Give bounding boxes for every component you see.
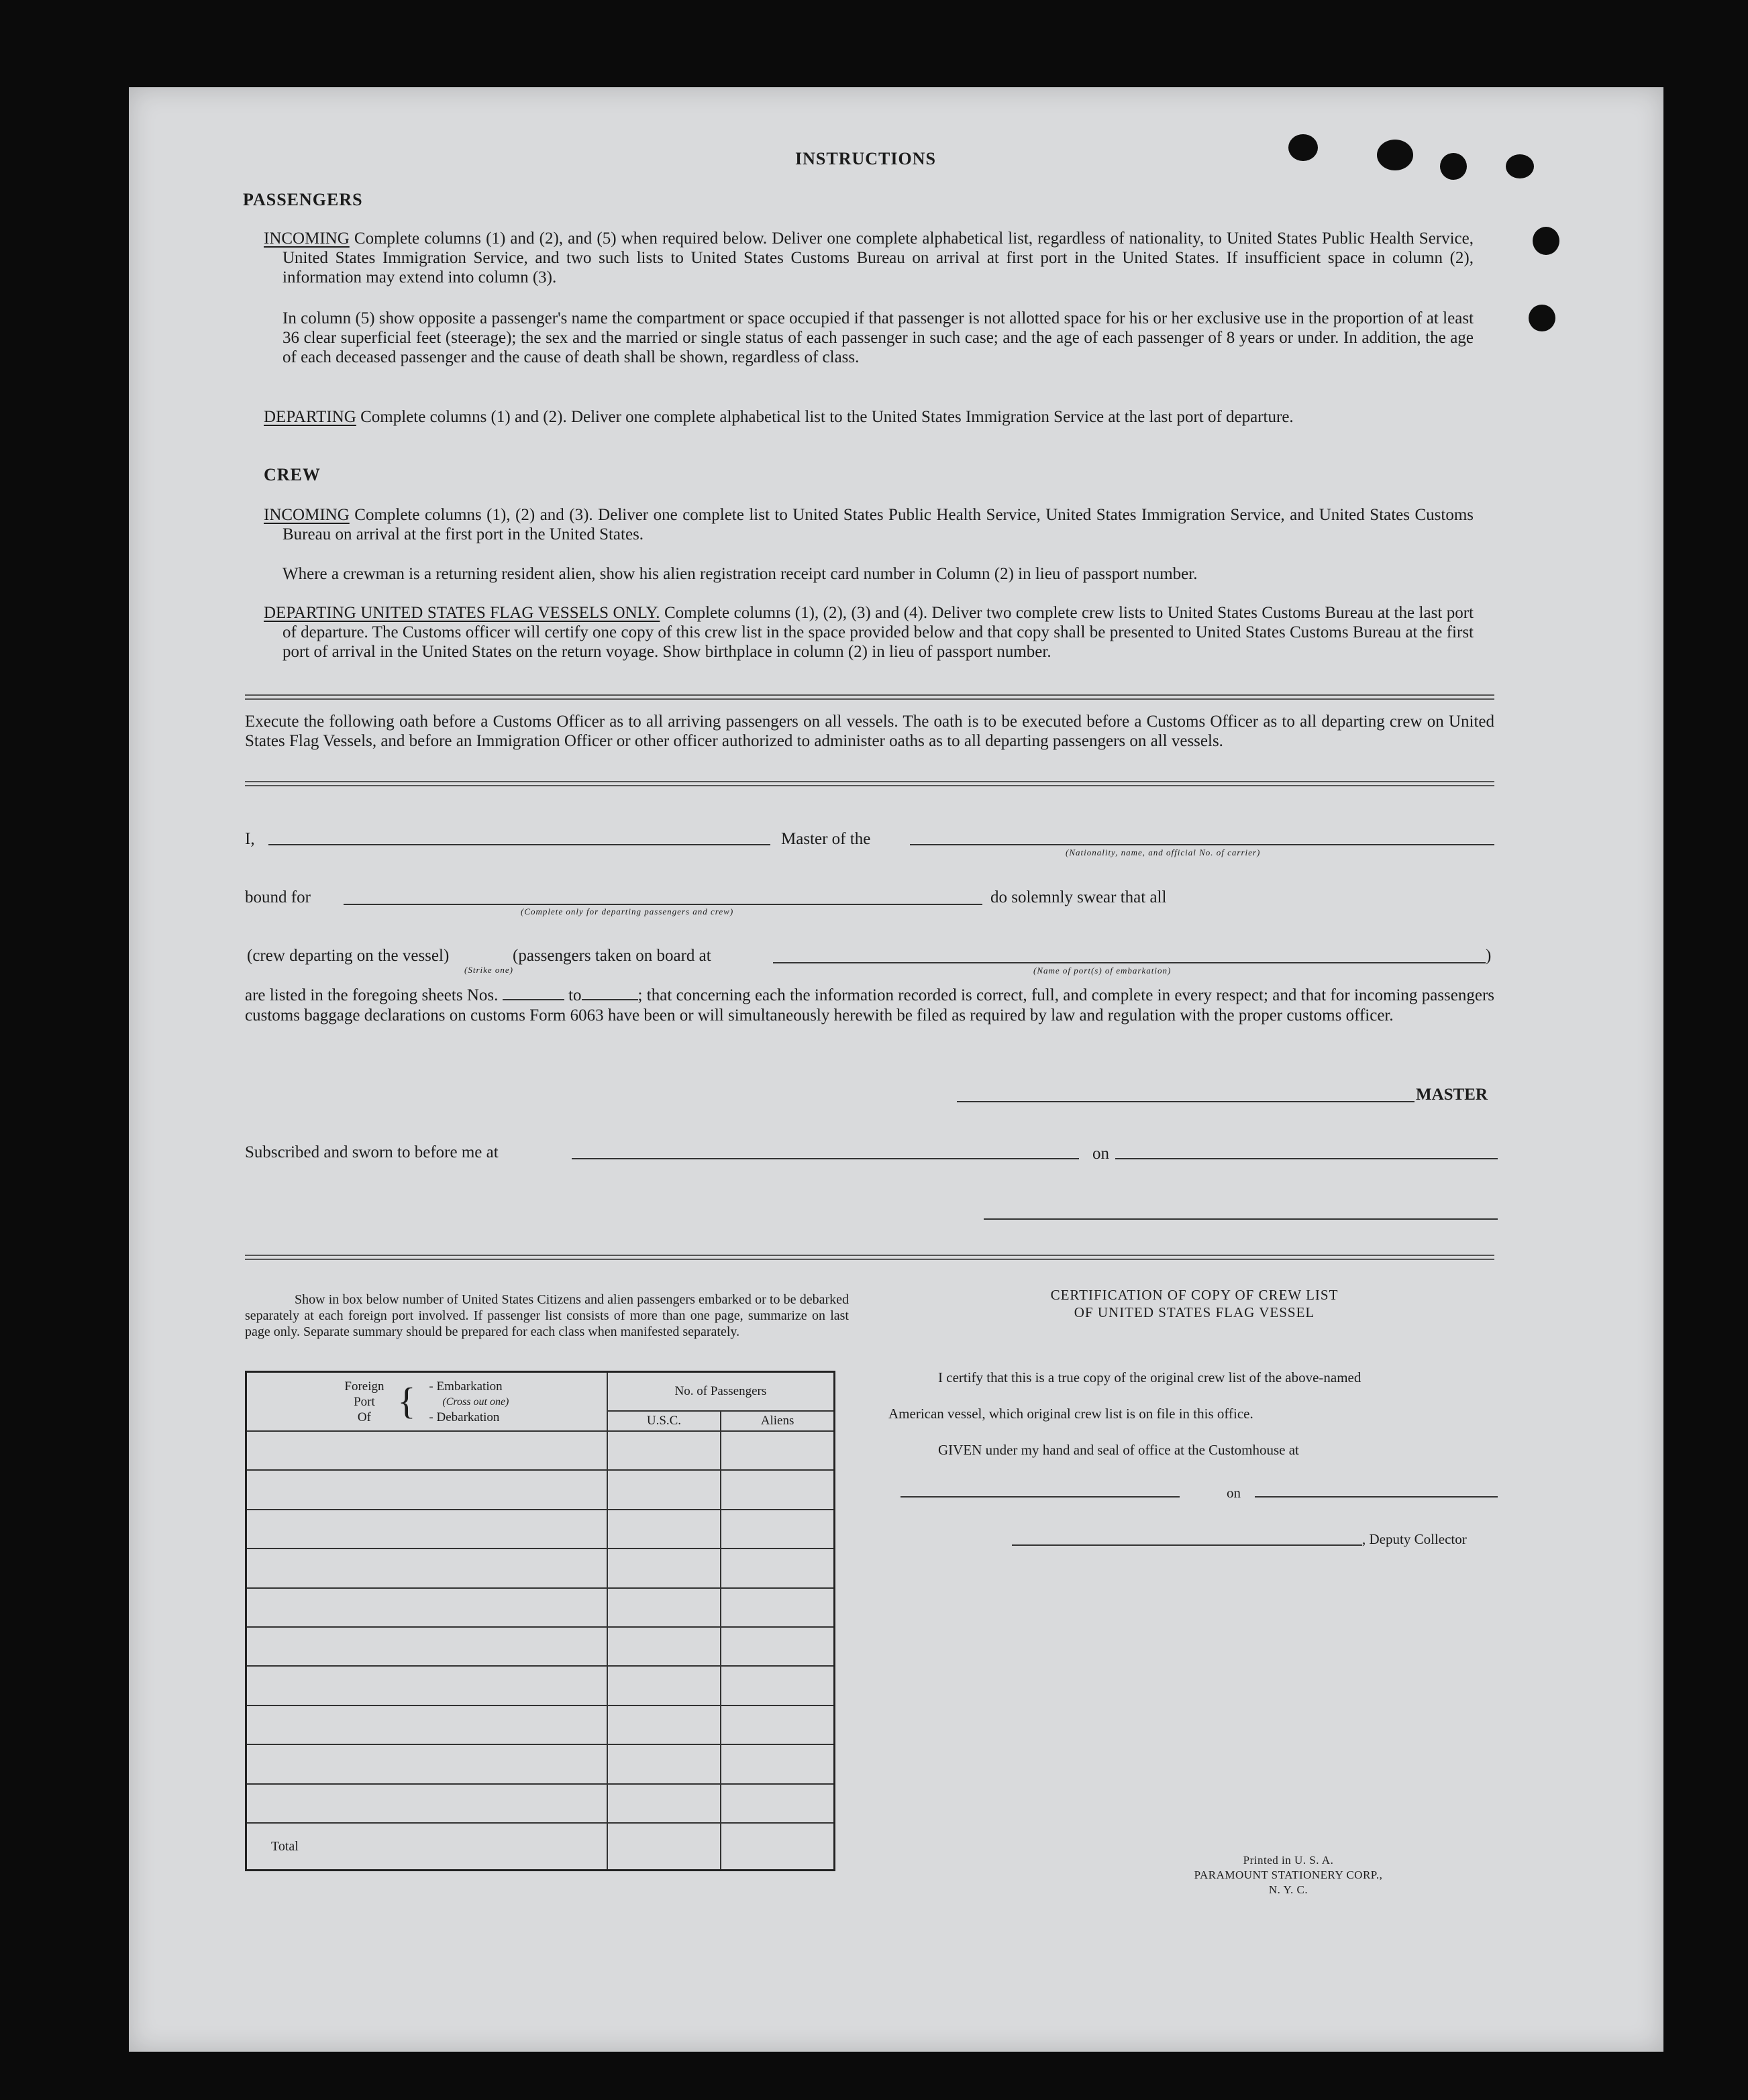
aliens-cell[interactable] bbox=[721, 1744, 834, 1783]
crew-incoming-paragraph bbox=[264, 505, 1474, 544]
passengers-incoming-paragraph bbox=[264, 229, 1474, 287]
bound-for-label: bound for bbox=[245, 888, 311, 906]
port-cell[interactable] bbox=[246, 1548, 607, 1587]
passengers-departing-paragraph bbox=[264, 407, 1474, 427]
section-divider bbox=[245, 694, 1494, 700]
brace-symbol: { bbox=[397, 1381, 416, 1423]
aliens-cell[interactable] bbox=[721, 1784, 834, 1823]
crew-flag-text: Complete columns (1), (2), (3) and (4). Deliver two complete crew lists to United States Customs Bureau at the last port of departure. The Customs officer will certify one copy of this crew list in the space provided below and that copy shall be presented to United States Customs Bureau at the first port of arrival in the United States on the return voyage. Show birthplace in column (2) in lieu of passport number. bbox=[282, 604, 1474, 661]
certification-title-line1: CERTIFICATION OF COPY OF CREW LIST bbox=[1050, 1287, 1339, 1303]
passengers-taken-option[interactable]: (passengers taken on board at bbox=[513, 947, 711, 965]
foreign-port-header bbox=[246, 1372, 607, 1432]
table-row bbox=[246, 1627, 835, 1666]
no-of-passengers-header: No. of Passengers bbox=[607, 1372, 835, 1411]
certification-title-line2: OF UNITED STATES FLAG VESSEL bbox=[1074, 1304, 1315, 1320]
crew-flag-lead: DEPARTING UNITED STATES FLAG VESSELS ONLY. bbox=[264, 604, 660, 622]
table-row bbox=[246, 1510, 835, 1548]
usc-cell[interactable] bbox=[607, 1744, 721, 1783]
crew-incoming-lead: INCOMING bbox=[264, 506, 350, 524]
total-aliens-cell[interactable] bbox=[721, 1823, 834, 1871]
ink-blot bbox=[1377, 140, 1413, 170]
table-row bbox=[246, 1548, 835, 1587]
passengers-incoming-lead: INCOMING bbox=[264, 229, 350, 248]
table-row bbox=[246, 1705, 835, 1744]
certification-title bbox=[919, 1286, 1470, 1321]
port-cell[interactable] bbox=[246, 1588, 607, 1627]
strike-one-caption: (Strike one) bbox=[464, 965, 514, 975]
bound-for-caption: (Complete only for departing passengers and crew) bbox=[521, 906, 734, 916]
printer-line2: PARAMOUNT STATIONERY CORP., N. Y. C. bbox=[1194, 1869, 1383, 1896]
table-row bbox=[246, 1666, 835, 1705]
port-cell[interactable] bbox=[246, 1666, 607, 1705]
passengers-departing-lead: DEPARTING bbox=[264, 408, 356, 426]
table-row bbox=[246, 1784, 835, 1823]
embarkation-option: - Embarkation bbox=[429, 1379, 503, 1394]
usc-cell[interactable] bbox=[607, 1784, 721, 1823]
master-of-the-label: Master of the bbox=[781, 830, 871, 848]
aliens-cell[interactable] bbox=[721, 1510, 834, 1548]
debarkation-option: - Debarkation bbox=[429, 1410, 500, 1424]
usc-cell[interactable] bbox=[607, 1548, 721, 1587]
port-label: Port bbox=[354, 1394, 375, 1409]
table-row bbox=[246, 1470, 835, 1509]
port-cell[interactable] bbox=[246, 1705, 607, 1744]
sworn-date-field[interactable] bbox=[1115, 1158, 1498, 1159]
aliens-cell[interactable] bbox=[721, 1470, 834, 1509]
passengers-incoming-text: Complete columns (1) and (2), and (5) when required below. Deliver one complete alphabetical list, regardless of nationality, to United States Public Health Service, United States Immigration Service, and two such lists to United States Customs Bureau on arrival at first port in the United States. If insufficient space in column (2), information may extend into column (3). bbox=[282, 229, 1474, 286]
usc-cell[interactable] bbox=[607, 1431, 721, 1470]
deputy-signature-field[interactable] bbox=[1012, 1544, 1362, 1546]
crew-departing-option[interactable]: (crew departing on the vessel) bbox=[247, 947, 450, 965]
sworn-on-label: on bbox=[1092, 1145, 1109, 1163]
page-title: INSTRUCTIONS bbox=[795, 149, 936, 168]
table-row bbox=[246, 1431, 835, 1470]
certify-line2: American vessel, which original crew list is on file in this office. bbox=[888, 1406, 1253, 1422]
sheets-paragraph bbox=[245, 986, 1494, 1026]
of-label: Of bbox=[357, 1410, 371, 1424]
sheets-to-field[interactable] bbox=[582, 987, 638, 1000]
sheets-to-label: to bbox=[568, 986, 582, 1004]
solemnly-swear-label: do solemnly swear that all bbox=[990, 888, 1167, 906]
usc-cell[interactable] bbox=[607, 1705, 721, 1744]
master-label: MASTER bbox=[1416, 1086, 1488, 1104]
port-cell[interactable] bbox=[246, 1627, 607, 1666]
subscribed-label: Subscribed and sworn to before me at bbox=[245, 1143, 499, 1161]
execute-oath-paragraph: Execute the following oath before a Customs Officer as to all arriving passengers on all vessels. The oath is to be executed before a Customs Officer as to all departing crew on United States Flag Vessels, and before an Immigration Officer or other officer authorized to administer oaths as to all departing passengers on all vessels. bbox=[245, 713, 1494, 750]
port-cell[interactable] bbox=[246, 1510, 607, 1548]
oath-i-label: I, bbox=[245, 830, 255, 848]
aliens-cell[interactable] bbox=[721, 1548, 834, 1587]
embarkation-ports-caption: (Name of port(s) of embarkation) bbox=[1033, 965, 1172, 976]
sheets-label: are listed in the foregoing sheets Nos. bbox=[245, 986, 499, 1004]
port-cell[interactable] bbox=[246, 1784, 607, 1823]
total-usc-cell[interactable] bbox=[607, 1823, 721, 1871]
aliens-header: Aliens bbox=[721, 1411, 834, 1431]
sworn-place-field[interactable] bbox=[572, 1158, 1079, 1159]
aliens-cell[interactable] bbox=[721, 1588, 834, 1627]
bound-for-field[interactable] bbox=[344, 904, 982, 905]
officer-signature-field[interactable] bbox=[984, 1218, 1498, 1220]
section-divider bbox=[245, 1255, 1494, 1260]
passengers-heading: PASSENGERS bbox=[243, 190, 363, 209]
ink-blot bbox=[1288, 134, 1318, 161]
port-cell[interactable] bbox=[246, 1470, 607, 1509]
carrier-field[interactable] bbox=[910, 844, 1494, 845]
certification-on-label: on bbox=[1227, 1485, 1241, 1501]
table-row bbox=[246, 1588, 835, 1627]
ink-blot bbox=[1533, 227, 1559, 255]
usc-cell[interactable] bbox=[607, 1627, 721, 1666]
section-divider bbox=[245, 781, 1494, 786]
summary-instruction: Show in box below number of United States Citizens and alien passengers embarked or to be debarked separately at each foreign port involved. If passenger list consists of more than one page, summarize on last page only. Separate summary should be prepared for each class when manifested separately. bbox=[245, 1292, 849, 1339]
ports-summary-table bbox=[245, 1371, 835, 1871]
close-paren: ) bbox=[1486, 947, 1492, 965]
printer-imprint bbox=[1188, 1853, 1389, 1897]
port-cell[interactable] bbox=[246, 1431, 607, 1470]
carrier-caption: (Nationality, name, and official No. of carrier) bbox=[1066, 847, 1261, 857]
certify-line1: I certify that this is a true copy of the original crew list of the above-named bbox=[938, 1369, 1361, 1385]
aliens-cell[interactable] bbox=[721, 1705, 834, 1744]
crew-flag-paragraph bbox=[264, 603, 1474, 662]
usc-header: U.S.C. bbox=[607, 1411, 721, 1431]
aliens-cell[interactable] bbox=[721, 1431, 834, 1470]
crew-heading: CREW bbox=[264, 465, 321, 484]
sheets-from-field[interactable] bbox=[503, 987, 564, 1000]
usc-cell[interactable] bbox=[607, 1510, 721, 1548]
given-line: GIVEN under my hand and seal of office at the Customhouse at bbox=[938, 1442, 1299, 1458]
sheets-statement: ; that concerning each the information recorded is correct, full, and complete in every respect; and that for incoming passengers customs baggage declarations on customs Form 6063 have been or will simultaneously herewith be filed as required by law and regulation with the proper customs officer. bbox=[245, 986, 1495, 1025]
crew-resident-paragraph: Where a crewman is a returning resident alien, show his alien registration receipt card number in Column (2) in lieu of passport number. bbox=[282, 565, 1198, 583]
foreign-label: Foreign bbox=[344, 1379, 384, 1394]
ink-blot bbox=[1529, 305, 1555, 331]
customhouse-field[interactable] bbox=[901, 1496, 1180, 1498]
printer-line1: Printed in U. S. A. bbox=[1243, 1854, 1334, 1867]
usc-cell[interactable] bbox=[607, 1666, 721, 1705]
ink-blot bbox=[1506, 154, 1534, 178]
usc-cell[interactable] bbox=[607, 1588, 721, 1627]
total-row bbox=[246, 1823, 835, 1871]
port-cell[interactable] bbox=[246, 1744, 607, 1783]
aliens-cell[interactable] bbox=[721, 1666, 834, 1705]
cross-out-caption: (Cross out one) bbox=[442, 1396, 509, 1408]
passengers-column5-paragraph: In column (5) show opposite a passenger's name the compartment or space occupied if that passenger is not allotted space for his or her exclusive use in the proportion of at least 36 clear superficial feet (steerage); the sex and the married or single status of each passenger in such case; and the age of each passenger of 8 years or under. In addition, the age of each deceased passenger and the cause of death shall be shown, regardless of class. bbox=[282, 309, 1474, 366]
master-name-field[interactable] bbox=[268, 844, 770, 845]
usc-cell[interactable] bbox=[607, 1470, 721, 1509]
total-label: Total bbox=[246, 1823, 607, 1871]
deputy-collector-label: , Deputy Collector bbox=[1362, 1531, 1467, 1547]
crew-incoming-text: Complete columns (1), (2) and (3). Deliver one complete list to United States Public Health Service, United States Immigration Service, and United States Customs Bureau on arrival at the first port in the United States. bbox=[282, 506, 1474, 543]
master-signature-field[interactable] bbox=[957, 1101, 1415, 1102]
passengers-departing-text: Complete columns (1) and (2). Deliver one complete alphabetical list to the United States Immigration Service at the last port of departure. bbox=[356, 408, 1294, 426]
aliens-cell[interactable] bbox=[721, 1627, 834, 1666]
ink-blot bbox=[1440, 153, 1467, 180]
embarkation-ports-field[interactable] bbox=[773, 962, 1486, 963]
certification-date-field[interactable] bbox=[1255, 1496, 1498, 1498]
table-row bbox=[246, 1744, 835, 1783]
